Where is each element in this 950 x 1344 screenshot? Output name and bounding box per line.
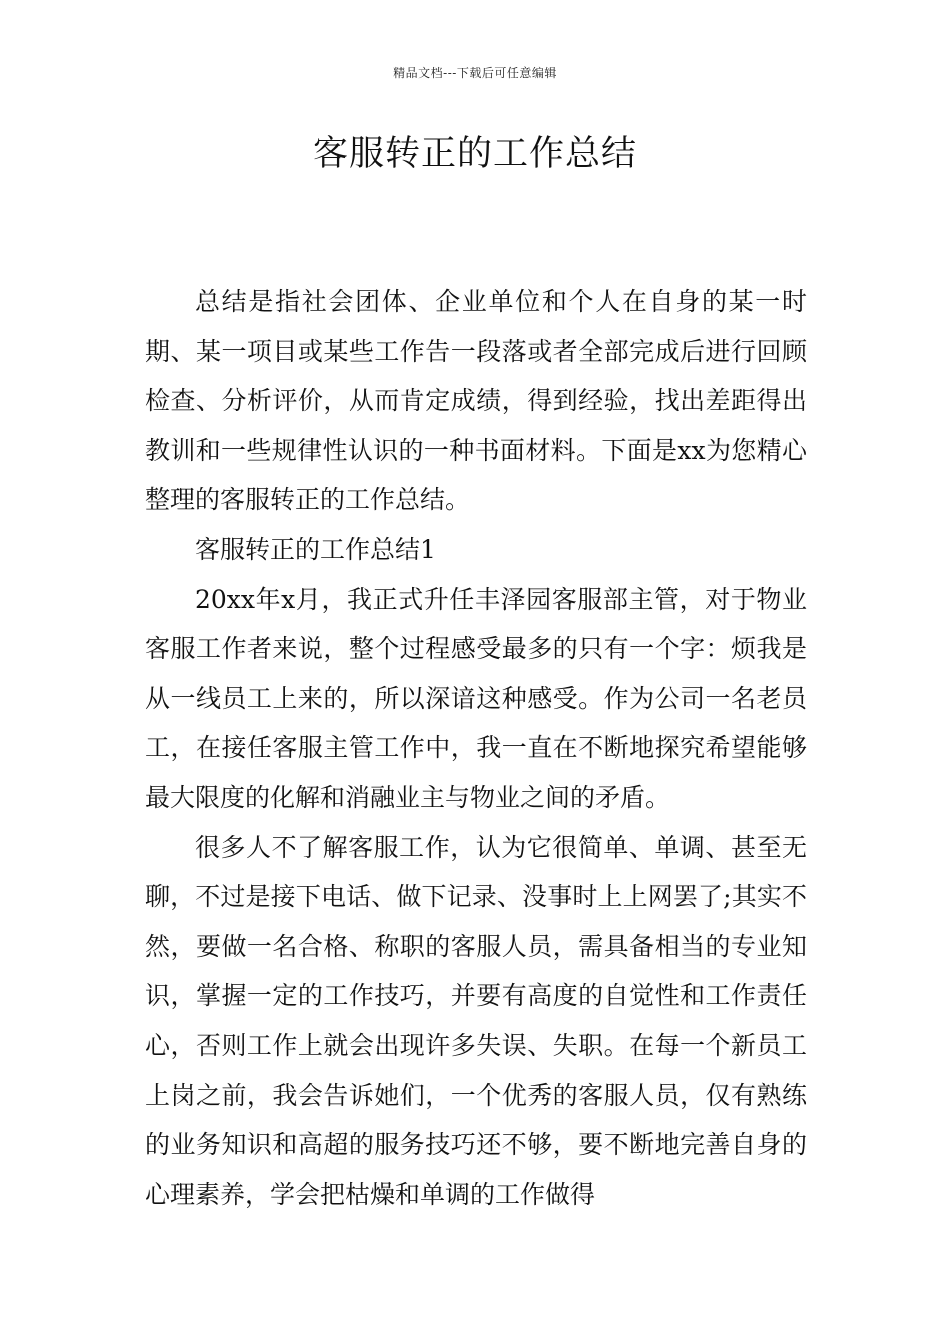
header-note: 精品文档---下载后可任意编辑 [393, 66, 557, 80]
section-heading: 客服转正的工作总结1 [195, 534, 436, 564]
document-body [145, 277, 807, 1219]
paragraph-intro: 总结是指社会团体、企业单位和个人在自身的某一时期、某一项目或某些工作告一段落或者全部完成后进行回顾检查、分析评价，从而肯定成绩，得到经验，找出差距得出教训和一些规律性认识的一种书面材料。下面是xx为您精心整理的客服转正的工作总结。 [145, 287, 807, 515]
document-title: 客服转正的工作总结 [312, 134, 637, 174]
paragraph-1: 20xx年x月，我正式升任丰泽园客服部主管，对于物业客服工作者来说，整个过程感受最多的只有一个字：烦我是从一线员工上来的，所以深谙这种感受。作为公司一名老员工，在接任客服主管工作中，我一直在不断地探究希望能够最大限度的化解和消融业主与物业之间的矛盾。 [145, 584, 807, 812]
paragraph-2: 很多人不了解客服工作，认为它很简单、单调、甚至无聊，不过是接下电话、做下记录、没事时上上网罢了;其实不然，要做一名合格、称职的客服人员，需具备相当的专业知识，掌握一定的工作技巧，并要有高度的自觉性和工作责任心，否则工作上就会出现许多失误、失职。在每一个新员工上岗之前，我会告诉她们，一个优秀的客服人员，仅有熟练的业务知识和高超的服务技巧还不够，要不断地完善自身的心理素养，学会把枯燥和单调的工作做得 [145, 832, 807, 1209]
